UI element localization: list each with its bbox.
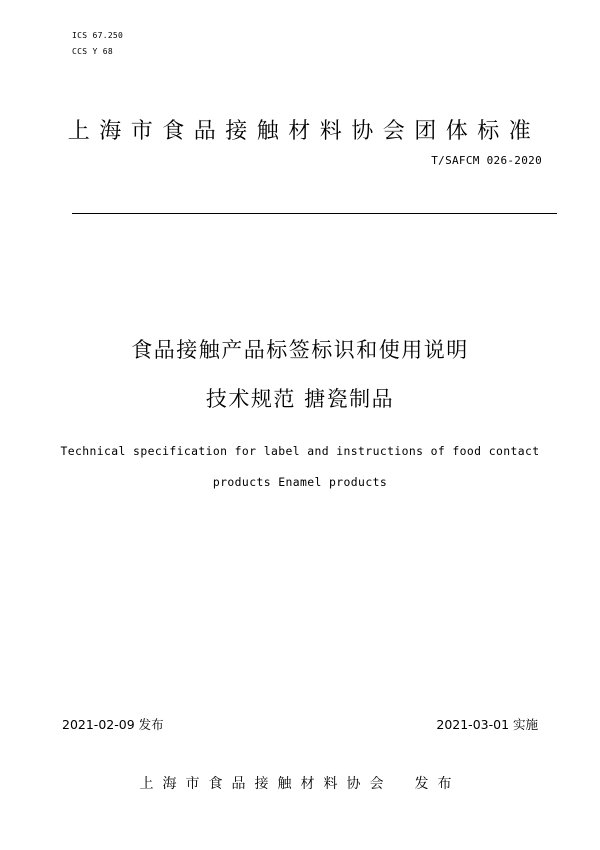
title-cn-line1: 食品接触产品标签标识和使用说明: [131, 338, 469, 362]
ccs-code: CCS Y 68: [72, 47, 113, 56]
publish-date: 2021-02-09 发布: [62, 717, 164, 732]
issuer-line: [0, 773, 600, 793]
issuer-name: 上海市食品接触材料协会: [139, 776, 393, 792]
title-cn-line2: 技术规范 搪瓷制品: [205, 387, 395, 411]
implement-date: 2021-03-01 实施: [436, 717, 538, 732]
standard-number: T/SAFCM 026-2020: [431, 154, 542, 167]
title-en-line2: products Enamel products: [212, 475, 388, 489]
ics-code: ICS 67.250: [72, 31, 124, 40]
issuer-action: 发布: [414, 776, 461, 792]
title-en-line1: Technical specification for label and instructions of food contact: [60, 444, 540, 458]
header-divider: [72, 213, 557, 214]
organization-title: 上海市食品接触材料协会团体标准: [67, 119, 541, 144]
